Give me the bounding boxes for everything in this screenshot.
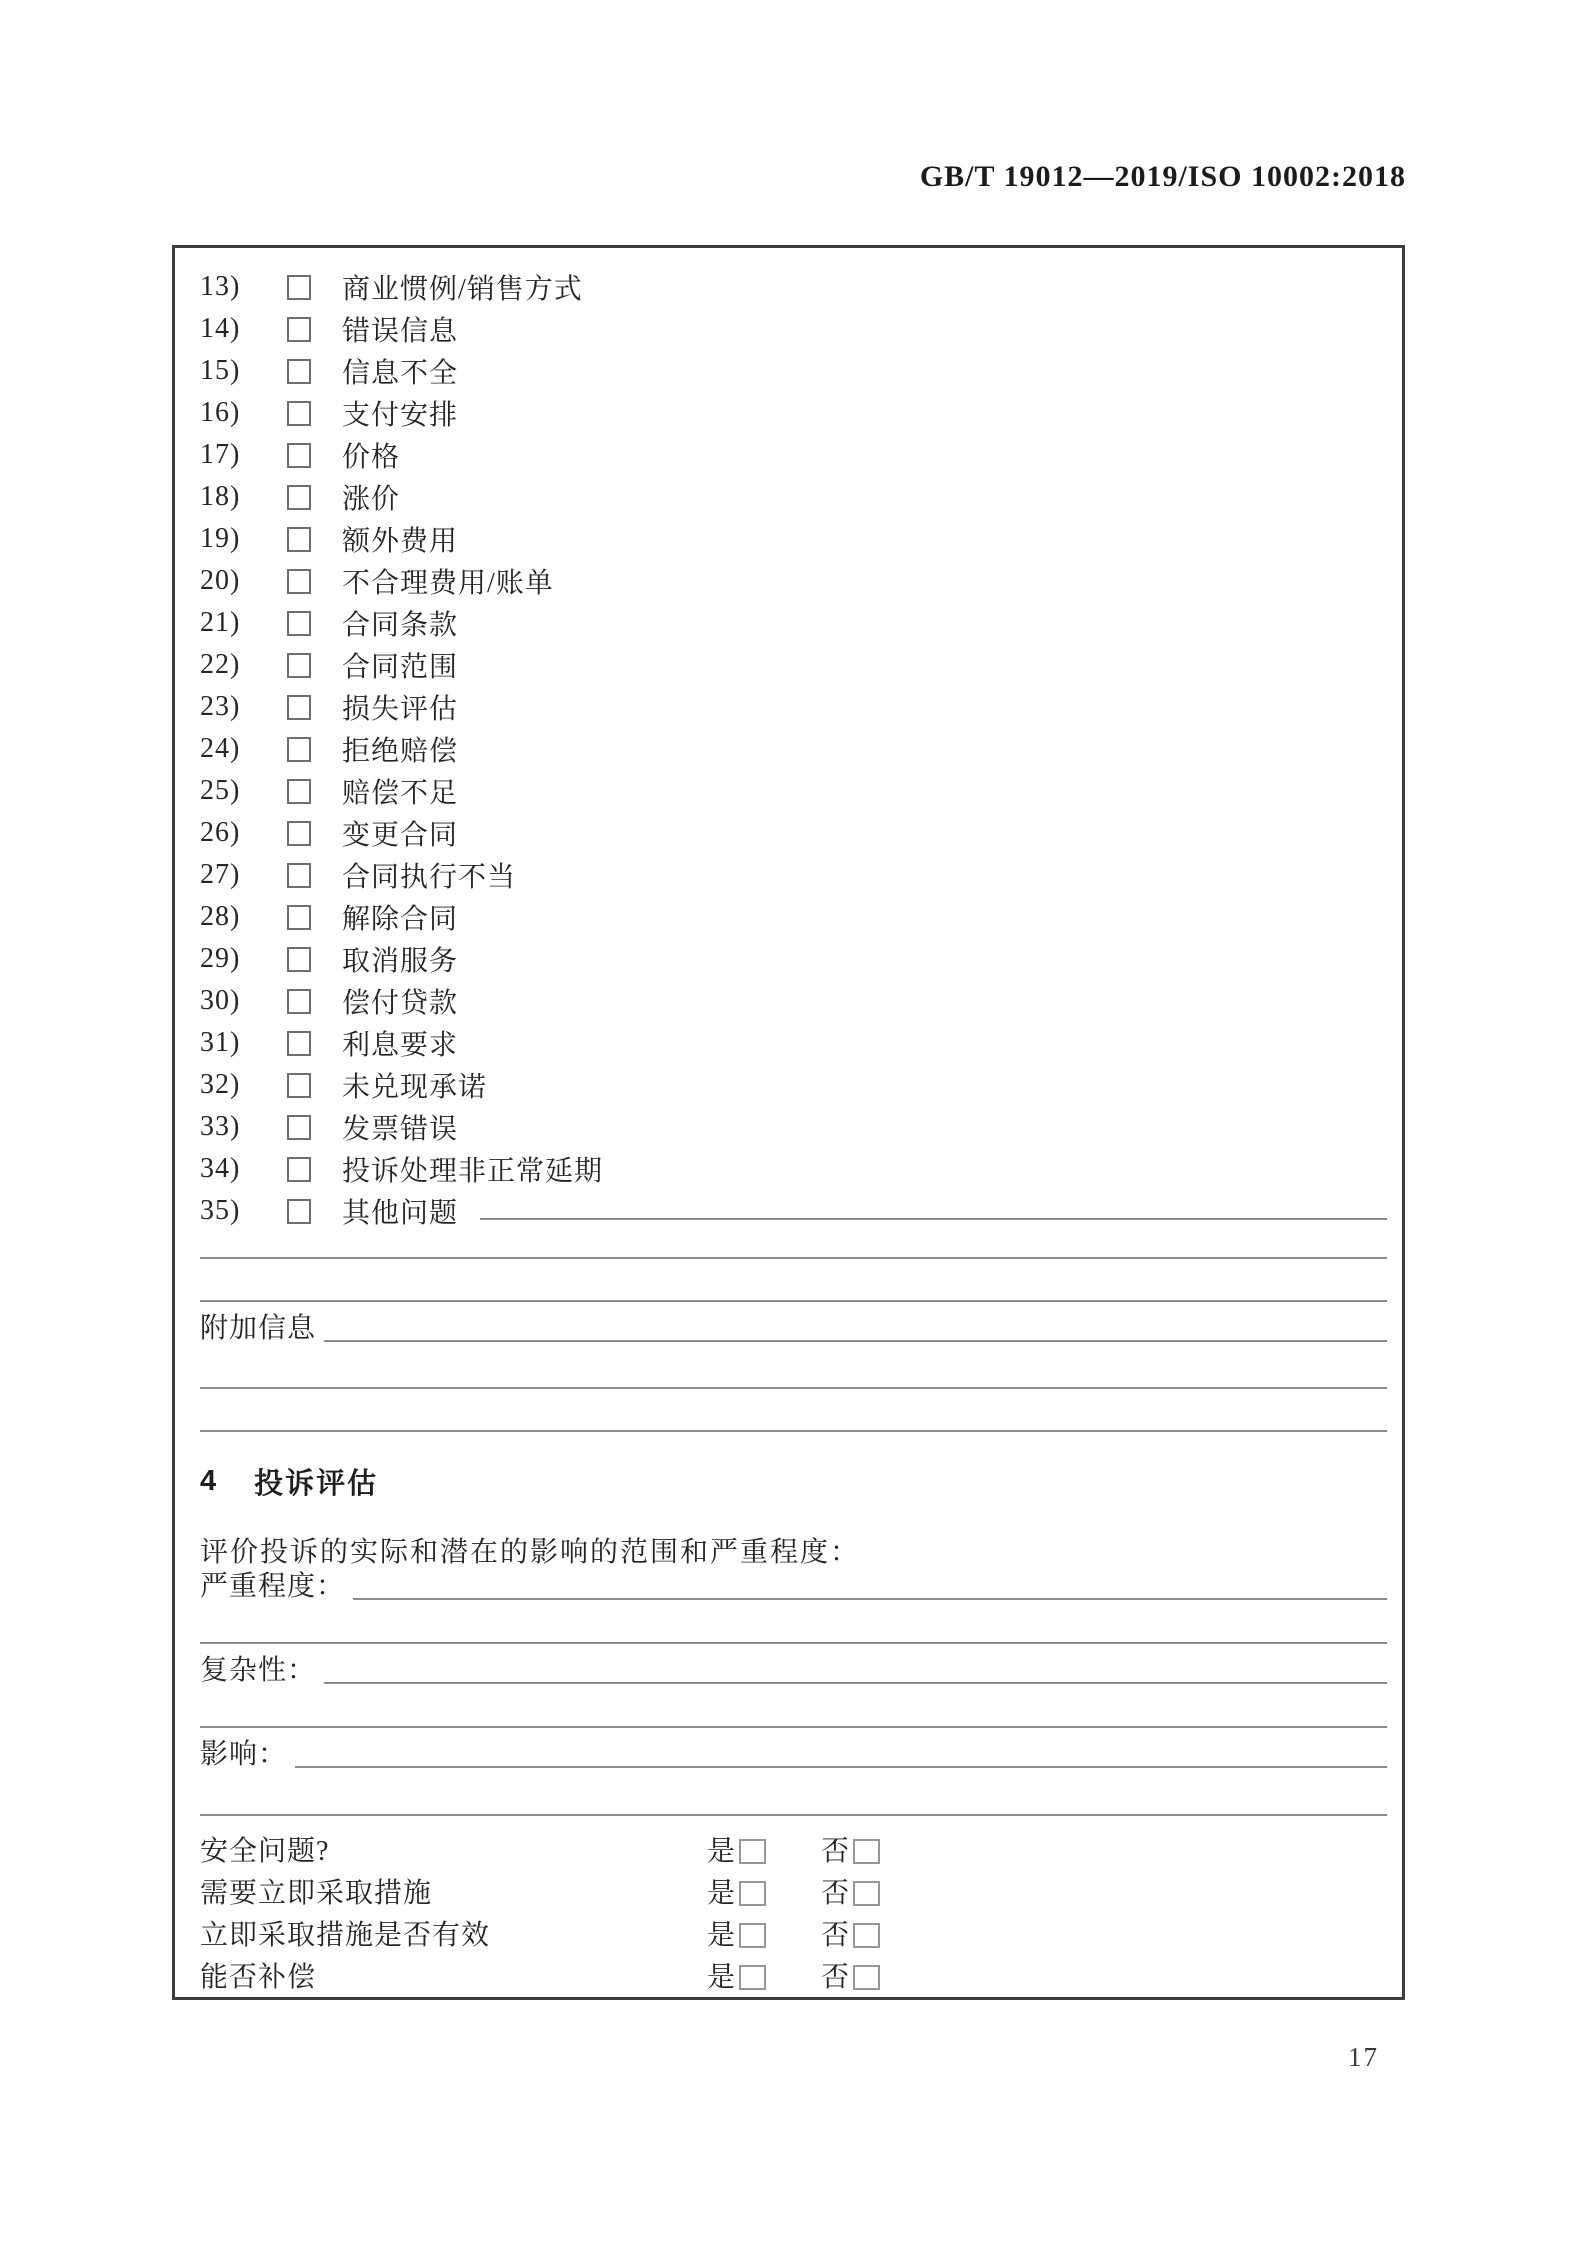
section-4-heading [200, 1464, 1387, 1498]
issue-checkbox[interactable] [287, 1157, 311, 1182]
issue-label: 额外费用 [342, 526, 459, 557]
no-label: 否 [821, 1920, 851, 1951]
standard-code-header: GB/T 19012—2019/ISO 10002:2018 [919, 160, 1406, 193]
no-option [821, 1871, 880, 1911]
issue-number: 23) [200, 691, 241, 722]
issue-number: 31) [200, 1027, 241, 1058]
issue-checklist-row [200, 560, 1387, 602]
no-label: 否 [821, 1962, 851, 1993]
issue-checkbox[interactable] [287, 737, 311, 762]
severity-input-line[interactable] [353, 1598, 1387, 1600]
impact-row [200, 1728, 1387, 1772]
issue-checklist-row [200, 1190, 1387, 1232]
issue-checklist-row [200, 728, 1387, 770]
assessment-question-row [200, 1912, 1387, 1954]
issue-checklist [200, 266, 1387, 1232]
issue-number: 34) [200, 1153, 241, 1184]
issue-checkbox[interactable] [287, 401, 311, 426]
assessment-questions [200, 1828, 1387, 1996]
writing-line[interactable] [200, 1259, 1387, 1302]
issue-checklist-row [200, 1148, 1387, 1190]
issue-label: 商业惯例/销售方式 [342, 274, 583, 305]
assessment-question-row [200, 1828, 1387, 1870]
issue-number: 25) [200, 775, 241, 806]
issue-checkbox[interactable] [287, 653, 311, 678]
impact-label: 影响： [200, 1739, 288, 1770]
issue-checklist-row [200, 476, 1387, 518]
yes-label: 是 [707, 1962, 737, 1993]
additional-info-input-line[interactable] [324, 1340, 1387, 1342]
issue-label: 偿付贷款 [342, 988, 459, 1019]
issue-number: 22) [200, 649, 241, 680]
writing-line[interactable] [200, 1232, 1387, 1259]
yes-option [707, 1871, 766, 1911]
issue-checkbox[interactable] [287, 905, 311, 930]
issue-number: 14) [200, 313, 241, 344]
issue-checkbox[interactable] [287, 989, 311, 1014]
issue-checklist-row [200, 602, 1387, 644]
issue-checklist-row [200, 518, 1387, 560]
issue-number: 35) [200, 1195, 241, 1226]
issue-checkbox[interactable] [287, 947, 311, 972]
issue-number: 20) [200, 565, 241, 596]
issue-label: 取消服务 [342, 946, 459, 977]
yes-checkbox[interactable] [739, 1965, 766, 1990]
issue-checkbox[interactable] [287, 359, 311, 384]
yes-option [707, 1913, 766, 1953]
assessment-question-row [200, 1870, 1387, 1912]
section-4-intro: 评价投诉的实际和潜在的影响的范围和严重程度： [200, 1537, 861, 1568]
no-option [821, 1913, 880, 1953]
impact-input-line[interactable] [295, 1766, 1387, 1768]
no-checkbox[interactable] [853, 1881, 880, 1906]
assessment-question-row [200, 1954, 1387, 1996]
issue-label: 未兑现承诺 [342, 1072, 488, 1103]
issue-checkbox[interactable] [287, 1031, 311, 1056]
no-label: 否 [821, 1836, 851, 1867]
issue-label: 拒绝赔偿 [342, 736, 459, 767]
yes-label: 是 [707, 1878, 737, 1909]
complexity-label: 复杂性： [200, 1655, 317, 1686]
question-label: 能否补偿 [200, 1962, 317, 1993]
issue-checklist-row [200, 1106, 1387, 1148]
question-label: 需要立即采取措施 [200, 1878, 433, 1909]
issue-label: 其他问题 [342, 1198, 459, 1229]
issue-number: 18) [200, 481, 241, 512]
complaint-form-box [172, 245, 1405, 2000]
issue-checklist-row [200, 350, 1387, 392]
section-4-number: 4 [200, 1464, 217, 1497]
additional-info-row [200, 1302, 1387, 1346]
issue-checkbox[interactable] [287, 821, 311, 846]
yes-option [707, 1829, 766, 1869]
no-label: 否 [821, 1878, 851, 1909]
issue-label: 涨价 [342, 484, 401, 515]
writing-line[interactable] [200, 1688, 1387, 1728]
issue-checkbox[interactable] [287, 275, 311, 300]
issue-number: 19) [200, 523, 241, 554]
page-number: 17 [1348, 2042, 1379, 2072]
issue-checkbox[interactable] [287, 779, 311, 804]
yes-checkbox[interactable] [739, 1839, 766, 1864]
issue-checkbox[interactable] [287, 317, 311, 342]
writing-line[interactable] [200, 1346, 1387, 1389]
issue-checklist-row [200, 938, 1387, 980]
issue-label: 不合理费用/账单 [342, 568, 554, 599]
severity-label: 严重程度： [200, 1571, 346, 1602]
issue-checklist-row [200, 1064, 1387, 1106]
issue-number: 26) [200, 817, 241, 848]
issue-label: 价格 [342, 442, 401, 473]
issue-number: 21) [200, 607, 241, 638]
issue-checklist-row [200, 770, 1387, 812]
issue-checklist-row [200, 392, 1387, 434]
no-checkbox[interactable] [853, 1923, 880, 1948]
yes-label: 是 [707, 1920, 737, 1951]
issue-number: 28) [200, 901, 241, 932]
issue-label: 合同执行不当 [342, 862, 517, 893]
issue-checkbox[interactable] [287, 443, 311, 468]
issue-number: 27) [200, 859, 241, 890]
issue-number: 33) [200, 1111, 241, 1142]
no-checkbox[interactable] [853, 1965, 880, 1990]
issue-checklist-row [200, 308, 1387, 350]
other-issue-input-line[interactable] [480, 1196, 1387, 1220]
issue-checklist-row [200, 434, 1387, 476]
issue-label: 信息不全 [342, 358, 459, 389]
issue-label: 利息要求 [342, 1030, 459, 1061]
issue-label: 支付安排 [342, 400, 459, 431]
issue-checkbox[interactable] [287, 863, 311, 888]
issue-checkbox[interactable] [287, 1073, 311, 1098]
writing-line[interactable] [200, 1389, 1387, 1432]
issue-label: 发票错误 [342, 1114, 459, 1145]
issue-number: 13) [200, 271, 241, 302]
yes-label: 是 [707, 1836, 737, 1867]
issue-checkbox[interactable] [287, 485, 311, 510]
issue-checklist-row [200, 266, 1387, 308]
issue-checkbox[interactable] [287, 695, 311, 720]
question-label: 安全问题? [200, 1836, 330, 1867]
issue-number: 29) [200, 943, 241, 974]
issue-number: 32) [200, 1069, 241, 1100]
issue-label: 合同范围 [342, 652, 459, 683]
issue-label: 合同条款 [342, 610, 459, 641]
issue-label: 赔偿不足 [342, 778, 459, 809]
complexity-row [200, 1644, 1387, 1688]
issue-checklist-row [200, 644, 1387, 686]
question-label: 立即采取措施是否有效 [200, 1920, 491, 1951]
issue-checklist-row [200, 812, 1387, 854]
severity-row [200, 1572, 1387, 1604]
issue-label: 错误信息 [342, 316, 459, 347]
no-checkbox[interactable] [853, 1839, 880, 1864]
issue-checkbox[interactable] [287, 527, 311, 552]
issue-number: 16) [200, 397, 241, 428]
issue-checklist-row [200, 686, 1387, 728]
issue-label: 变更合同 [342, 820, 459, 851]
issue-number: 15) [200, 355, 241, 386]
issue-checklist-row [200, 896, 1387, 938]
issue-label: 解除合同 [342, 904, 459, 935]
additional-info-label: 附加信息 [200, 1313, 317, 1344]
issue-checkbox[interactable] [287, 569, 311, 594]
yes-checkbox[interactable] [739, 1881, 766, 1906]
issue-checklist-row [200, 854, 1387, 896]
no-option [821, 1829, 880, 1869]
issue-label: 损失评估 [342, 694, 459, 725]
section-4-title: 投诉评估 [254, 1467, 379, 1500]
writing-line[interactable] [200, 1772, 1387, 1816]
complexity-input-line[interactable] [324, 1682, 1387, 1684]
issue-checkbox[interactable] [287, 1199, 311, 1224]
issue-number: 17) [200, 439, 241, 470]
issue-checkbox[interactable] [287, 1115, 311, 1140]
issue-number: 24) [200, 733, 241, 764]
issue-checkbox[interactable] [287, 611, 311, 636]
issue-checklist-row [200, 980, 1387, 1022]
issue-label: 投诉处理非正常延期 [342, 1156, 604, 1187]
writing-line[interactable] [200, 1604, 1387, 1644]
issue-checklist-row [200, 1022, 1387, 1064]
yes-option [707, 1955, 766, 1995]
no-option [821, 1955, 880, 1995]
yes-checkbox[interactable] [739, 1923, 766, 1948]
issue-number: 30) [200, 985, 241, 1016]
